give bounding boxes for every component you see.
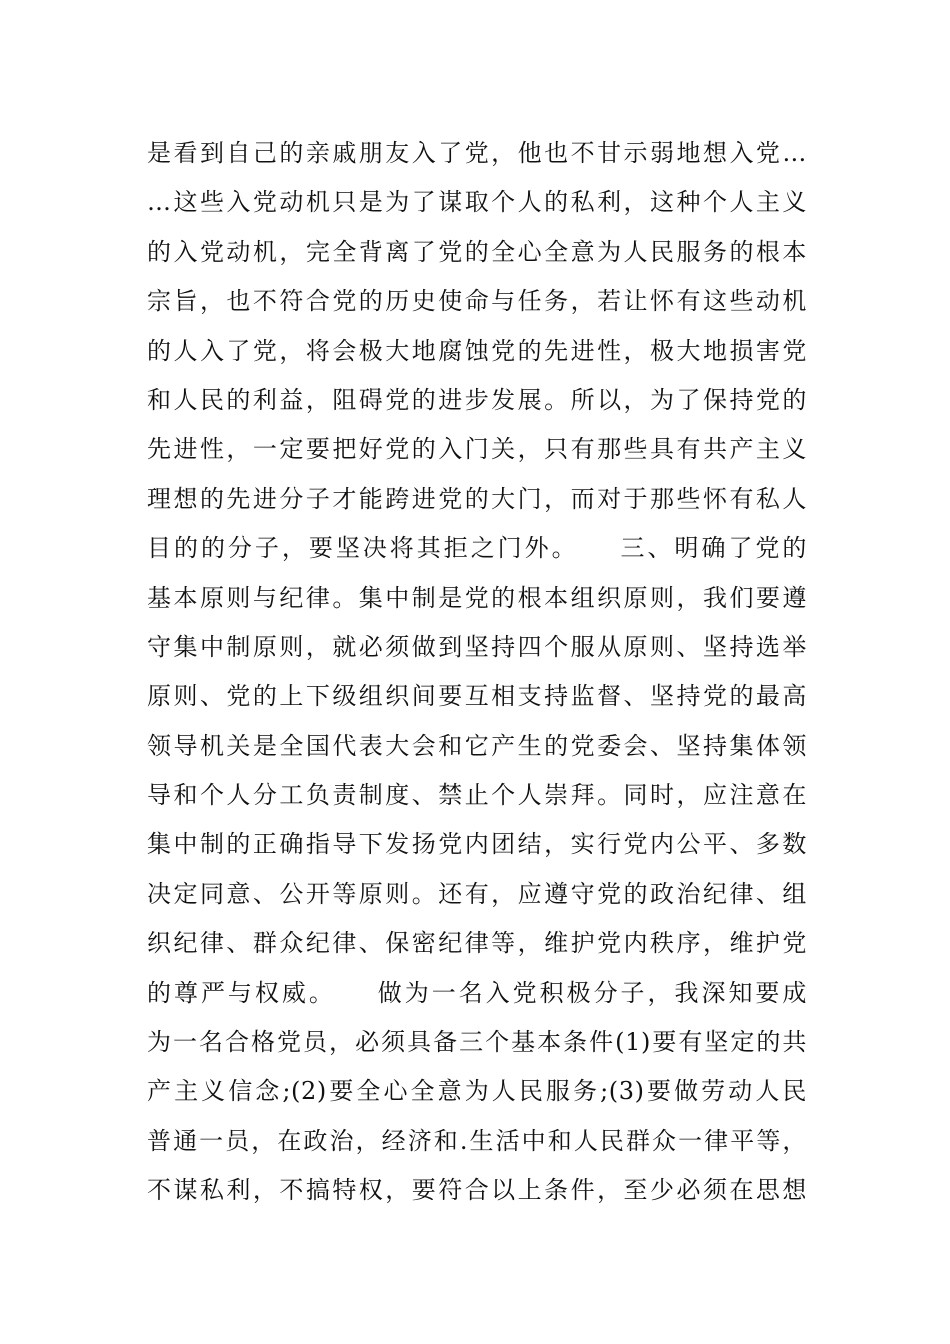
text-line: 为一名合格党员，必须具备三个基本条件(1)要有坚定的共 bbox=[147, 1028, 807, 1057]
text-line: 基本原则与纪律。集中制是党的根本组织原则，我们要遵 bbox=[147, 583, 807, 612]
text-line: 原则、党的上下级组织间要互相支持监督、坚持党的最高 bbox=[147, 682, 807, 711]
text-line: …这些入党动机只是为了谋取个人的私利，这种个人主义 bbox=[147, 188, 807, 217]
text-line: 先进性，一定要把好党的入门关，只有那些具有共产主义 bbox=[147, 435, 807, 464]
text-line: 织纪律、群众纪律、保密纪律等，维护党内秩序，维护党 bbox=[147, 929, 807, 958]
text-line: 产主义信念;(2)要全心全意为人民服务;(3)要做劳动人民 bbox=[147, 1077, 807, 1106]
text-line: 的人入了党，将会极大地腐蚀党的先进性，极大地损害党 bbox=[147, 336, 807, 365]
text-line: 和人民的利益，阻碍党的进步发展。所以，为了保持党的 bbox=[147, 385, 807, 414]
text-line: 的尊严与权威。 做为一名入党积极分子，我深知要成 bbox=[147, 978, 807, 1007]
text-line: 集中制的正确指导下发扬党内团结，实行党内公平、多数 bbox=[147, 830, 807, 859]
text-line: 理想的先进分子才能跨进党的大门，而对于那些怀有私人 bbox=[147, 484, 807, 513]
document-body bbox=[147, 129, 807, 1216]
text-line: 是看到自己的亲戚朋友入了党，他也不甘示弱地想入党… bbox=[147, 139, 807, 167]
text-line: 的入党动机，完全背离了党的全心全意为人民服务的根本 bbox=[147, 237, 807, 266]
text-line: 领导机关是全国代表大会和它产生的党委会、坚持集体领 bbox=[147, 731, 807, 760]
text-line: 导和个人分工负责制度、禁止个人崇拜。同时，应注意在 bbox=[147, 781, 807, 810]
text-line: 决定同意、公开等原则。还有，应遵守党的政治纪律、组 bbox=[147, 879, 807, 908]
text-line: 守集中制原则，就必须做到坚持四个服从原则、坚持选举 bbox=[147, 632, 807, 661]
text-line: 普通一员，在政治，经济和.生活中和人民群众一律平等， bbox=[147, 1126, 807, 1155]
text-line: 宗旨，也不符合党的历史使命与任务，若让怀有这些动机 bbox=[147, 287, 807, 316]
text-line: 目的的分子，要坚决将其拒之门外。 三、明确了党的 bbox=[147, 534, 807, 563]
text-line: 不谋私利，不搞特权，要符合以上条件，至少必须在思想 bbox=[147, 1176, 807, 1205]
